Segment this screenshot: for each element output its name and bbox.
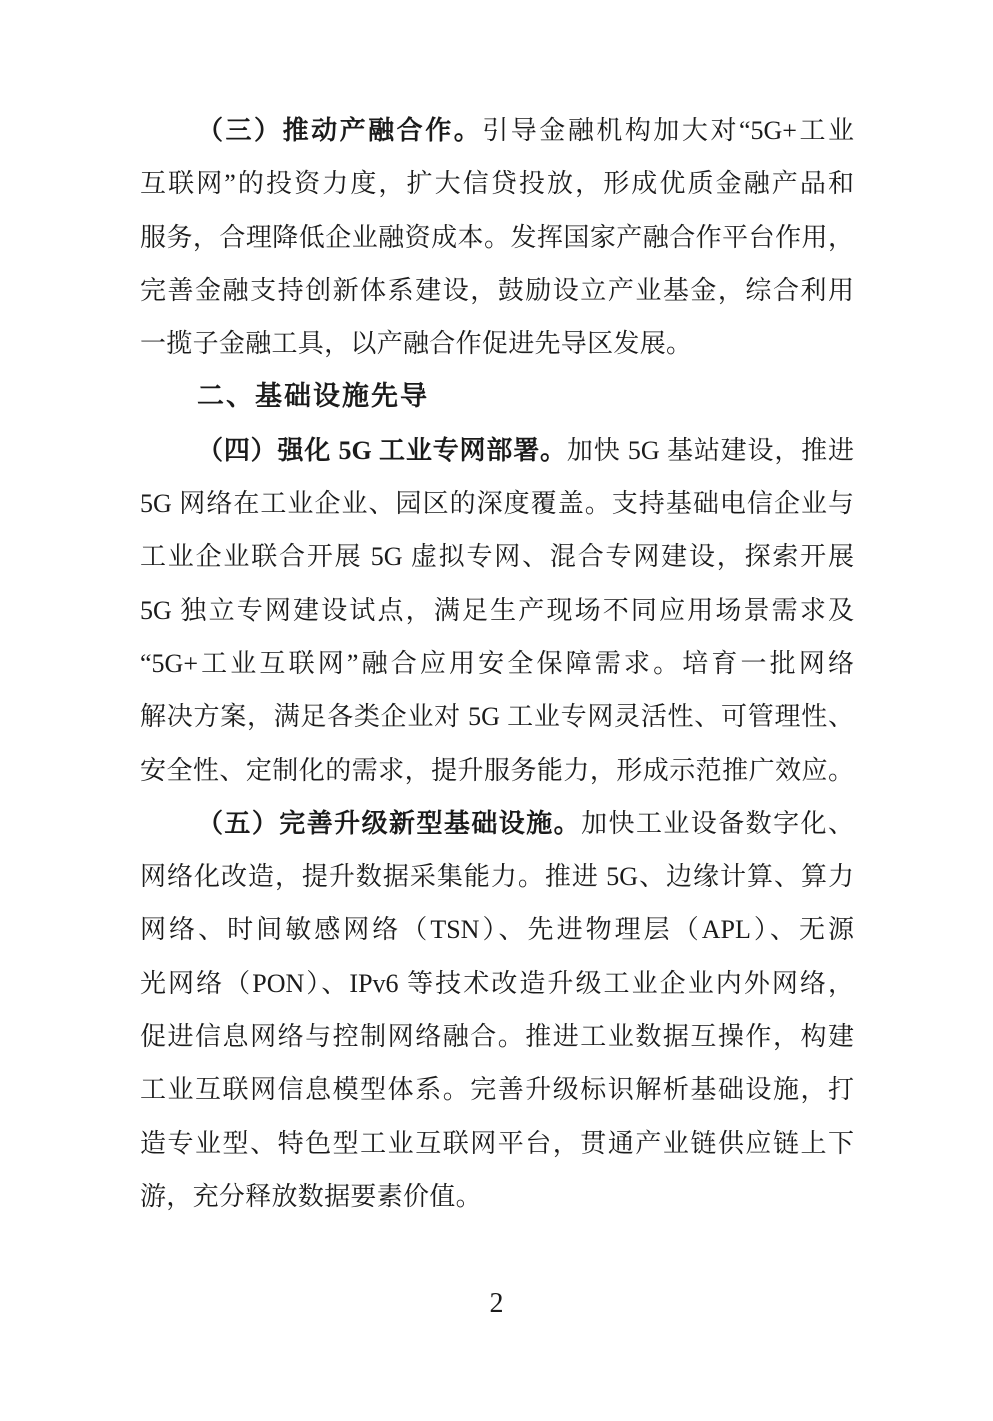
line-text: 游，充分释放数据要素价值。 xyxy=(140,1181,482,1211)
line-text: 一揽子金融工具，以产融合作促进先导区发展。 xyxy=(140,329,693,359)
paragraph-5-line-8 xyxy=(140,1170,854,1223)
paragraph-3-line-5 xyxy=(140,317,854,370)
paragraph-5-line-1 xyxy=(140,797,854,850)
line-text: 工业互联网信息模型体系。完善升级标识解析基础设施，打 xyxy=(140,1075,854,1105)
line-text: “5G+工业互联网”融合应用安全保障需求。培育一批网络 xyxy=(140,648,854,678)
section-heading-2 xyxy=(140,370,854,423)
paragraph-5-lead: （五）完善升级新型基础设施。 xyxy=(197,808,582,838)
line-text: 网络化改造，提升数据采集能力。推进 5G、边缘计算、算力 xyxy=(140,862,854,892)
line-text: 促进信息网络与控制网络融合。推进工业数据互操作，构建 xyxy=(140,1022,854,1052)
paragraph-3-line-2 xyxy=(140,157,854,210)
line-text: 网络、时间敏感网络（TSN）、先进物理层（APL）、无源 xyxy=(140,915,854,945)
page-number: 2 xyxy=(489,1288,504,1319)
line-text: 引导金融机构加大对“5G+工业 xyxy=(482,116,854,145)
line-text: 解决方案，满足各类企业对 5G 工业专网灵活性、可管理性、 xyxy=(140,702,854,732)
line-text: 5G 网络在工业企业、园区的深度覆盖。支持基础电信企业与 xyxy=(140,489,854,519)
paragraph-3-line-1 xyxy=(140,104,854,157)
paragraph-4-line-1 xyxy=(140,424,854,477)
paragraph-4-line-3 xyxy=(140,530,854,583)
paragraph-4-line-6 xyxy=(140,690,854,743)
line-text: 加快工业设备数字化、 xyxy=(581,808,854,838)
paragraph-5-line-4 xyxy=(140,957,854,1010)
line-text: 安全性、定制化的需求，提升服务能力，形成示范推广效应。 xyxy=(140,755,854,785)
line-text: 光网络（PON）、IPv6 等技术改造升级工业企业内外网络， xyxy=(140,968,854,998)
paragraph-3-line-4 xyxy=(140,264,854,317)
paragraph-4-lead: （四）强化 5G 工业专网部署。 xyxy=(197,435,567,465)
paragraph-4-line-5 xyxy=(140,637,854,690)
line-text: 工业企业联合开展 5G 虚拟专网、混合专网建设，探索开展 xyxy=(140,542,854,572)
paragraph-5-line-2 xyxy=(140,850,854,903)
line-text: 完善金融支持创新体系建设，鼓励设立产业基金，综合利用 xyxy=(140,275,854,305)
paragraph-5-line-3 xyxy=(140,903,854,956)
paragraph-4-line-4 xyxy=(140,584,854,637)
paragraph-5-line-6 xyxy=(140,1063,854,1116)
paragraph-3-line-3 xyxy=(140,211,854,264)
section-heading-text: 二、基础设施先导 xyxy=(197,381,429,412)
paragraph-5-line-5 xyxy=(140,1010,854,1063)
line-text: 互联网”的投资力度，扩大信贷投放，形成优质金融产品和 xyxy=(140,169,854,199)
line-text: 加快 5G 基站建设，推进 xyxy=(566,435,854,465)
paragraph-5-line-7 xyxy=(140,1117,854,1170)
paragraph-4-line-2 xyxy=(140,477,854,530)
line-text: 5G 独立专网建设试点，满足生产现场不同应用场景需求及 xyxy=(140,595,854,625)
line-text: 造专业型、特色型工业互联网平台，贯通产业链供应链上下 xyxy=(140,1128,854,1158)
document-body xyxy=(140,104,854,1223)
paragraph-3-lead: （三）推动产融合作。 xyxy=(197,116,483,145)
line-text: 服务，合理降低企业融资成本。发挥国家产融合作平台作用， xyxy=(140,222,854,252)
paragraph-4-line-7 xyxy=(140,744,854,797)
